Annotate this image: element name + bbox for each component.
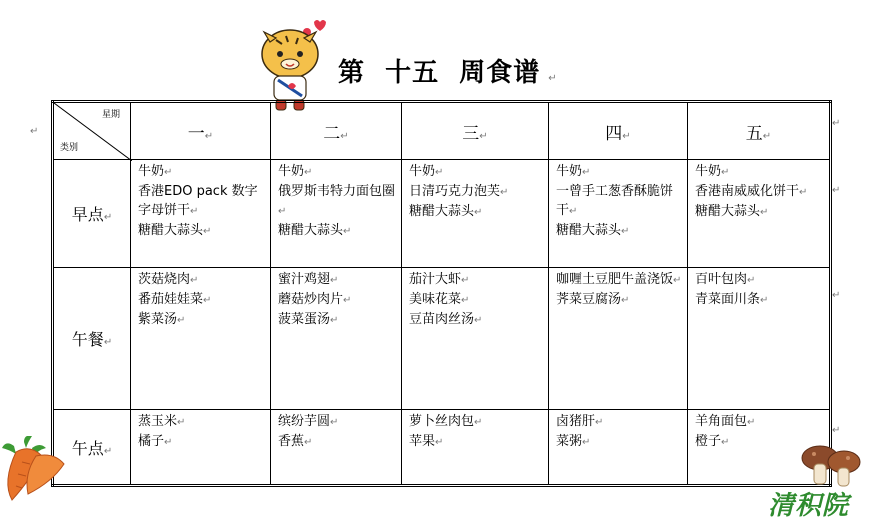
menu-item: 蘑菇炒肉片↵ (278, 292, 352, 307)
mushroom-icon (800, 440, 864, 490)
menu-cell (549, 160, 688, 268)
menu-cell (402, 160, 549, 268)
menu-item: 菜粥↵ (556, 434, 591, 449)
menu-item: 美味花菜↵ (409, 292, 470, 307)
menu-item: 羊角面包↵ (695, 414, 756, 429)
menu-cell (688, 268, 831, 410)
menu-item: 糖醋大蒜头↵ (695, 204, 769, 219)
menu-item: 牛奶↵ (138, 164, 173, 179)
menu-item: 萝卜丝肉包↵ (409, 414, 483, 429)
menu-item: 蒸玉米↵ (138, 414, 186, 429)
menu-item: 牛奶↵ (556, 164, 591, 179)
day-header-5: 五↵ (688, 102, 831, 160)
day-header-1: 一↵ (131, 102, 271, 160)
menu-item: 紫菜汤↵ (138, 312, 186, 327)
menu-row (53, 160, 831, 268)
menu-item: 糖醋大蒜头↵ (278, 223, 352, 238)
menu-cell (131, 268, 271, 410)
menu-item: 卤猪肝↵ (556, 414, 604, 429)
menu-item: 糖醋大蒜头↵ (556, 223, 630, 238)
menu-cell (402, 268, 549, 410)
menu-cell (402, 410, 549, 486)
menu-item: 牛奶↵ (409, 164, 444, 179)
paragraph-mark-right-3: ↵ (832, 290, 841, 301)
menu-cell (131, 160, 271, 268)
corner-category-label: 类别 (60, 143, 79, 153)
menu-item: 一曾手工葱香酥脆饼干↵ (556, 184, 674, 218)
menu-item: 苹果↵ (409, 434, 444, 449)
row-category: 早点↵ (53, 160, 131, 268)
menu-item: 糖醋大蒜头↵ (409, 204, 483, 219)
row-category: 午点↵ (53, 410, 131, 486)
day-header-3: 三↵ (402, 102, 549, 160)
menu-item: 青菜面川条↵ (695, 292, 769, 307)
menu-item: 缤纷芋圆↵ (278, 414, 339, 429)
corner-header (53, 102, 131, 160)
menu-cell (688, 160, 831, 268)
menu-item: 茄汁大虾↵ (409, 272, 470, 287)
menu-cell (549, 268, 688, 410)
school-stamp: 清积院 (768, 491, 850, 521)
menu-item: 百叶包肉↵ (695, 272, 756, 287)
menu-cell (271, 160, 402, 268)
corner-weekday-label: 星期 (101, 110, 120, 120)
menu-item: 番茄娃娃菜↵ (138, 292, 212, 307)
menu-item: 香港EDO pack 数字字母饼干↵ (138, 184, 258, 218)
menu-item: 蜜汁鸡翅↵ (278, 272, 339, 287)
menu-item: 日清巧克力泡芙↵ (409, 184, 509, 199)
menu-item: 糖醋大蒜头↵ (138, 223, 212, 238)
menu-cell (271, 410, 402, 486)
paragraph-mark: ↵ (548, 73, 558, 84)
weekly-menu-table (51, 100, 832, 487)
page-title: 第 十五 周食谱 ↵ (338, 58, 558, 88)
tiger-mascot-icon (252, 14, 334, 114)
paragraph-mark-right-1: ↵ (832, 118, 841, 129)
paragraph-mark-right-2: ↵ (832, 185, 841, 196)
menu-item: 豆苗肉丝汤↵ (409, 312, 483, 327)
menu-row (53, 268, 831, 410)
row-category: 午餐↵ (53, 268, 131, 410)
menu-item: 香蕉↵ (278, 434, 313, 449)
day-header-2: 二↵ (271, 102, 402, 160)
paragraph-mark-left: ↵ (30, 126, 39, 137)
menu-item: 牛奶↵ (278, 164, 313, 179)
menu-cell (549, 410, 688, 486)
menu-item: 咖喱土豆肥牛盖浇饭↵ (556, 272, 682, 287)
menu-item: 菠菜蛋汤↵ (278, 312, 339, 327)
menu-cell (131, 410, 271, 486)
day-header-4: 四↵ (549, 102, 688, 160)
menu-item: 橘子↵ (138, 434, 173, 449)
menu-item: 香港南威威化饼干↵ (695, 184, 808, 199)
menu-item: 俄罗斯韦特力面包圈↵ (278, 184, 396, 217)
menu-item: 茨菇烧肉↵ (138, 272, 199, 287)
carrot-icon (0, 436, 70, 506)
menu-item: 牛奶↵ (695, 164, 730, 179)
paragraph-mark-right-4: ↵ (832, 425, 841, 436)
menu-cell (271, 268, 402, 410)
menu-item: 橙子↵ (695, 434, 730, 449)
menu-row (53, 410, 831, 486)
menu-item: 荠菜豆腐汤↵ (556, 292, 630, 307)
